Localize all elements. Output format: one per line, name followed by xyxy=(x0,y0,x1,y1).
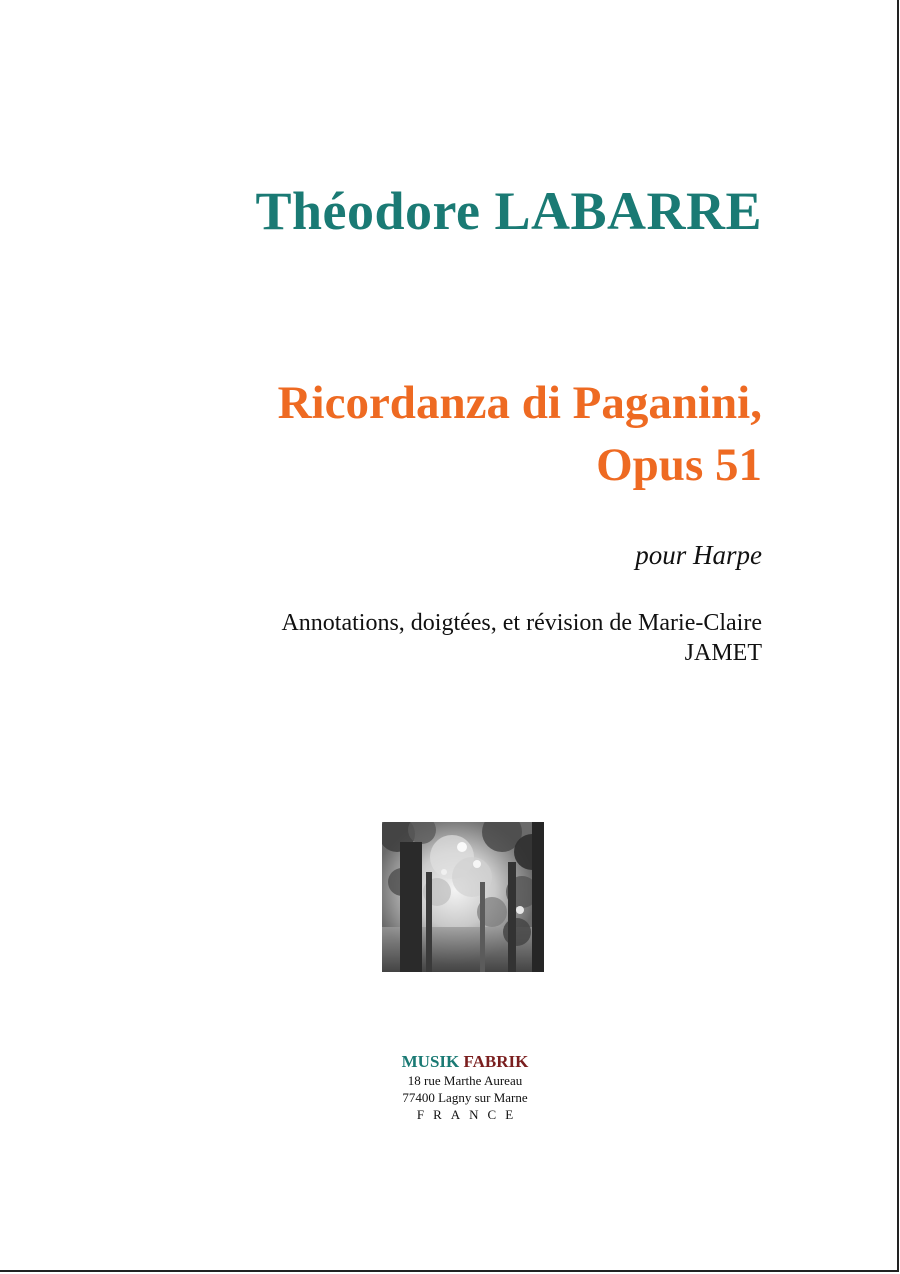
publisher-address-street: 18 rue Marthe Aureau xyxy=(407,1073,523,1088)
instrument-label: pour Harpe xyxy=(635,540,762,570)
forest-photo-image xyxy=(382,822,544,972)
composer-name: Théodore LABARRE xyxy=(255,181,762,241)
annotations-line-1: Annotations, doigtées, et révision de Marie-Claire xyxy=(281,610,762,636)
publisher-name xyxy=(330,1052,600,1072)
publisher-country: FRANCE xyxy=(416,1107,523,1122)
annotations-line-2: JAMET xyxy=(684,640,762,666)
forest-photo xyxy=(382,822,544,972)
work-title xyxy=(278,372,762,496)
annotations-credit xyxy=(281,608,762,668)
publisher-name-fabrik: FABRIK xyxy=(463,1052,529,1071)
publisher-address-city: 77400 Lagny sur Marne xyxy=(402,1090,528,1105)
work-title-line-1: Ricordanza di Paganini, xyxy=(277,377,762,429)
publisher-block xyxy=(330,1052,600,1124)
publisher-name-musik: MUSIK xyxy=(401,1052,460,1071)
work-title-line-2: Opus 51 xyxy=(596,439,762,491)
